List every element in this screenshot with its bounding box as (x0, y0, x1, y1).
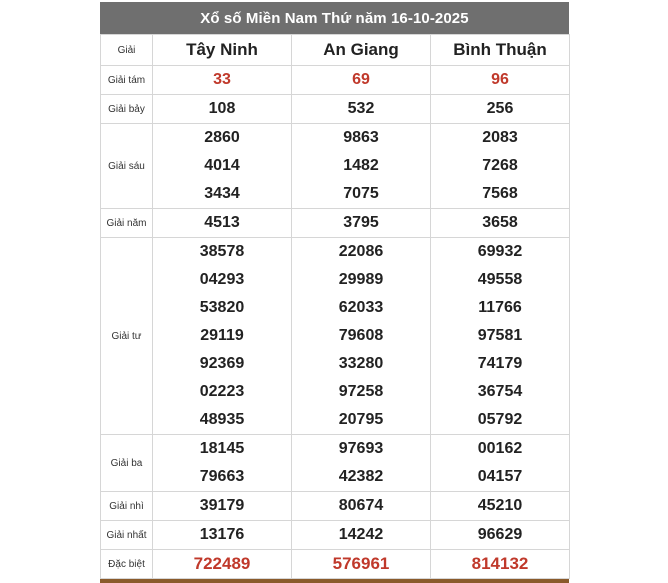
result-cell-an-giang (292, 124, 431, 209)
result-number: 96629 (477, 526, 523, 543)
result-number: 04293 (199, 271, 245, 288)
result-cell-an-giang (292, 66, 431, 95)
prize-row-giai-nhat (101, 521, 570, 550)
results-table (100, 34, 570, 579)
result-number: 42382 (338, 468, 384, 485)
result-cell-an-giang (292, 550, 431, 579)
result-cell-tay-ninh (153, 521, 292, 550)
result-number: 3434 (204, 185, 240, 202)
result-number: 108 (208, 100, 236, 117)
result-number: 33 (213, 71, 231, 88)
result-cell-binh-thuan (431, 66, 570, 95)
result-number: 39179 (199, 497, 245, 514)
result-number: 3795 (343, 214, 379, 231)
result-number: 96 (491, 71, 509, 88)
prize-label: Đặc biệt (101, 550, 153, 579)
result-number: 36754 (477, 383, 523, 400)
result-cell-binh-thuan (431, 124, 570, 209)
result-cell-an-giang (292, 521, 431, 550)
result-number: 13176 (199, 526, 245, 543)
result-number: 79663 (199, 468, 245, 485)
result-number: 7268 (482, 157, 518, 174)
result-number: 532 (347, 100, 375, 117)
result-number: 2860 (204, 129, 240, 146)
result-number: 814132 (471, 554, 529, 573)
result-cell-an-giang (292, 95, 431, 124)
result-cell-tay-ninh (153, 238, 292, 435)
prize-label: Giải tư (101, 238, 153, 435)
result-cell-binh-thuan (431, 492, 570, 521)
result-number: 7075 (343, 185, 379, 202)
result-number: 97581 (477, 327, 523, 344)
result-cell-tay-ninh (153, 550, 292, 579)
result-number: 05792 (477, 411, 523, 428)
prize-row-giai-tu (101, 238, 570, 435)
prize-label: Giải sáu (101, 124, 153, 209)
result-number: 80674 (338, 497, 384, 514)
result-number: 97258 (338, 383, 384, 400)
result-cell-binh-thuan (431, 550, 570, 579)
result-cell-binh-thuan (431, 521, 570, 550)
prize-row-giai-nhi (101, 492, 570, 521)
prize-label: Giải năm (101, 209, 153, 238)
prize-row-giai-bay (101, 95, 570, 124)
result-number: 38578 (199, 243, 245, 260)
result-number: 4513 (204, 214, 240, 231)
result-cell-tay-ninh (153, 209, 292, 238)
result-number: 7568 (482, 185, 518, 202)
result-cell-an-giang (292, 238, 431, 435)
result-number: 22086 (338, 243, 384, 260)
province-header-binh-thuan[interactable]: Bình Thuận (431, 35, 570, 66)
result-cell-tay-ninh (153, 66, 292, 95)
prize-label: Giải nhất (101, 521, 153, 550)
result-number: 49558 (477, 271, 523, 288)
result-number: 69 (352, 71, 370, 88)
result-number: 9863 (343, 129, 379, 146)
result-number: 18145 (199, 440, 245, 457)
prize-row-giai-nam (101, 209, 570, 238)
result-cell-binh-thuan (431, 209, 570, 238)
result-cell-binh-thuan (431, 95, 570, 124)
result-cell-tay-ninh (153, 95, 292, 124)
province-header-an-giang[interactable]: An Giang (292, 35, 431, 66)
result-number: 92369 (199, 355, 245, 372)
result-number: 74179 (477, 355, 523, 372)
result-cell-an-giang (292, 209, 431, 238)
result-number: 97693 (338, 440, 384, 457)
result-number: 62033 (338, 299, 384, 316)
result-cell-binh-thuan (431, 435, 570, 492)
result-number: 256 (486, 100, 514, 117)
table-header-row (101, 35, 570, 66)
result-cell-an-giang (292, 492, 431, 521)
result-cell-tay-ninh (153, 124, 292, 209)
result-number: 4014 (204, 157, 240, 174)
result-cell-an-giang (292, 435, 431, 492)
prize-label: Giải ba (101, 435, 153, 492)
result-number: 02223 (199, 383, 245, 400)
prize-row-giai-sau (101, 124, 570, 209)
result-number: 29989 (338, 271, 384, 288)
bottom-divider (100, 579, 569, 583)
prize-label: Giải nhì (101, 492, 153, 521)
prize-row-giai-tam (101, 66, 570, 95)
result-number: 20795 (338, 411, 384, 428)
result-number: 53820 (199, 299, 245, 316)
result-number: 11766 (478, 299, 522, 316)
result-number: 29119 (200, 327, 244, 344)
result-number: 722489 (193, 554, 251, 573)
result-number: 69932 (477, 243, 523, 260)
result-number: 00162 (477, 440, 523, 457)
result-cell-tay-ninh (153, 435, 292, 492)
prize-column-header: Giải (101, 35, 153, 66)
result-number: 3658 (482, 214, 518, 231)
result-number: 33280 (338, 355, 384, 372)
result-number: 576961 (332, 554, 390, 573)
result-number: 48935 (199, 411, 245, 428)
result-number: 45210 (477, 497, 523, 514)
prize-label: Giải tám (101, 66, 153, 95)
prize-row-giai-ba (101, 435, 570, 492)
result-number: 2083 (482, 129, 518, 146)
province-header-tay-ninh[interactable]: Tây Ninh (153, 35, 292, 66)
result-cell-tay-ninh (153, 492, 292, 521)
result-number: 04157 (477, 468, 523, 485)
prize-label: Giải bảy (101, 95, 153, 124)
result-number: 14242 (338, 526, 384, 543)
prize-row-dac-biet (101, 550, 570, 579)
result-cell-binh-thuan (431, 238, 570, 435)
lottery-results-panel (100, 2, 569, 583)
result-number: 79608 (338, 327, 384, 344)
result-number: 1482 (343, 157, 379, 174)
results-title: Xổ số Miền Nam Thứ năm 16-10-2025 (100, 2, 569, 34)
